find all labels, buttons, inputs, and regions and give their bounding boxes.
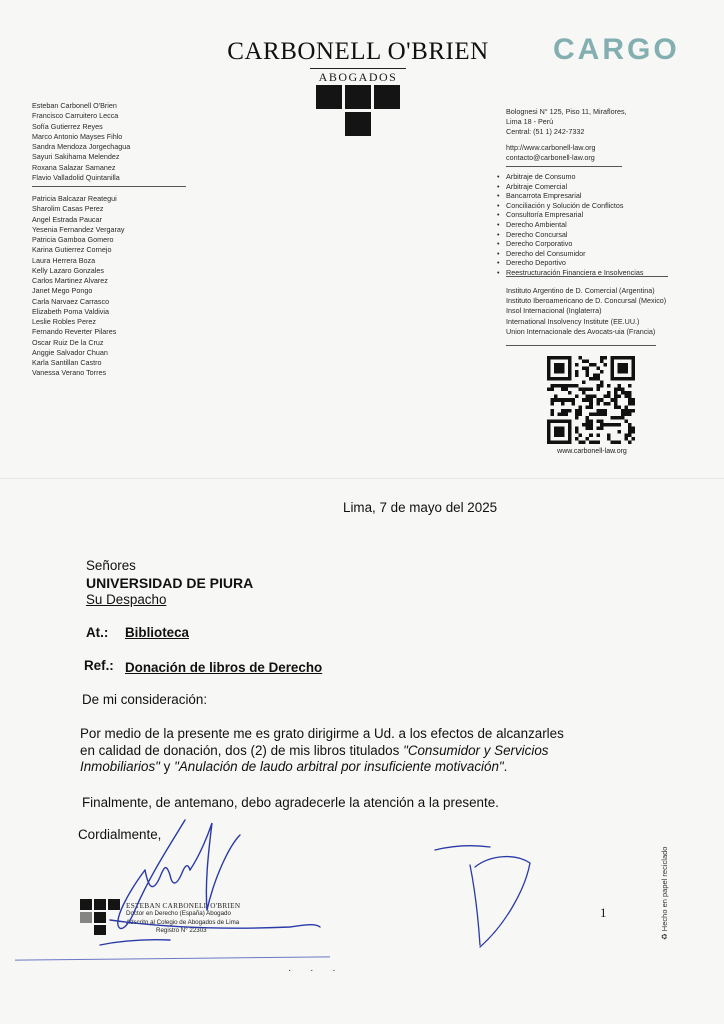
contact-line: contacto@carbonell-law.org (506, 153, 595, 162)
service-item: • Derecho Ambiental (497, 220, 643, 230)
signatory-name: ESTEBAN CARBONELL O'BRIEN (126, 902, 241, 910)
paragraph-text: . (503, 759, 508, 774)
paragraph-line (80, 743, 564, 760)
partners-list (32, 101, 130, 183)
service-item: • Arbitraje Comercial (497, 182, 643, 192)
handwritten-mark (430, 845, 540, 965)
service-item: • Bancarrota Empresarial (497, 191, 643, 201)
signatory-registry: Registro N° 22303 (156, 927, 207, 935)
associate-name: Yesenia Fernandez Vergaray (32, 224, 125, 234)
firm-logo (316, 85, 400, 139)
service-item: • Reestructuración Financiera e Insolvencias (497, 268, 643, 278)
book-title: "Consumidor y Servicios (403, 742, 549, 758)
address-line: Lima 18 - Perú (506, 117, 554, 126)
associate-name: Carlos Martinez Alvarez (32, 276, 108, 285)
associate-name: Karina Gutierrez Cornejo (32, 245, 112, 255)
associate-name: Kelly Lazaro Gonzales (32, 265, 104, 275)
paragraph-line (80, 759, 564, 776)
book-title: Inmobiliarios" (80, 759, 160, 774)
associate-name: Carla Narvaez Carrasco (32, 296, 110, 306)
signatory-affiliation: Adscrito al Colegio de Abogados de Lima (126, 918, 240, 926)
divider (32, 186, 186, 187)
closing: Cordialmente, (78, 827, 162, 842)
paragraph-text: y (159, 759, 175, 774)
service-item: • Derecho Corporativo (497, 239, 643, 249)
partner-name: Marco Antonio Mayses Fihlo (32, 131, 123, 141)
associate-name: Oscar Ruiz De la Cruz (32, 337, 104, 347)
divider (506, 345, 656, 346)
attention-label: At.: (86, 625, 109, 640)
partner-name: Sayuri Sakihama Melendez (32, 152, 120, 162)
associate-name: Laura Herrera Boza (32, 255, 96, 265)
letter-date: Lima, 7 de mayo del 2025 (343, 500, 498, 515)
partner-name: Flavio Valladolid Quintanilla (32, 172, 120, 182)
institution-item: Insol Internacional (Inglaterra) (506, 306, 602, 316)
associate-name: Elizabeth Poma Valdivia (32, 306, 109, 316)
services-list (497, 172, 643, 278)
attention-value: Biblioteca (125, 625, 189, 640)
paper-fold (0, 478, 724, 479)
associate-name: Patricia Balcazar Reategui (32, 194, 117, 203)
recycle-icon: ♻ (660, 931, 669, 940)
reference-value: Donación de libros de Derecho (125, 660, 323, 675)
scan-dots: · · · (288, 965, 344, 976)
institution-item: International Insolvency Institute (EE.UU.) (506, 316, 640, 326)
paragraph-line: Por medio de la presente me es grato dirigirme a Ud. a los efectos de alcanzarles (80, 726, 564, 741)
closing-paragraph: Finalmente, de antemano, debo agradecerle la atención a la presente. (82, 795, 499, 810)
institution-item: Union Internacionale des Avocats-uia (Francia) (506, 326, 656, 336)
service-item: • Arbitraje de Consumo (497, 172, 643, 182)
divider (506, 166, 622, 167)
associate-name: Fernando Reverter Pilares (32, 327, 117, 337)
associate-name: Leslie Robles Perez (32, 317, 96, 326)
partner-name: Roxana Salazar Samanez (32, 162, 116, 172)
reference-label: Ref.: (84, 658, 114, 673)
associate-name: Anggie Salvador Chuan (32, 347, 108, 357)
address-line: Bolognesi N° 125, Piso 11, Miraflores, (506, 107, 627, 116)
book-title: "Anulación de laudo arbitral por insuficiente motivación" (174, 759, 504, 774)
partner-name: Sofía Gutierrez Reyes (32, 121, 103, 131)
contact-line: http://www.carbonell-law.org (506, 143, 596, 152)
associates-list (32, 194, 124, 379)
salutation-senores: Señores (86, 558, 136, 573)
partner-name: Francisco Carruitero Lecca (32, 111, 119, 121)
firm-name: CARBONELL O'BRIEN (227, 38, 489, 65)
recipient-despacho: Su Despacho (86, 592, 167, 607)
institutions-list (506, 286, 666, 337)
service-item: • Consultoría Empresarial (497, 210, 643, 220)
qr-code-icon (547, 356, 635, 444)
associate-name: Angel Estrada Paucar (32, 214, 102, 224)
greeting: De mi consideración: (82, 692, 208, 707)
recipient-name: UNIVERSIDAD DE PIURA (86, 575, 254, 591)
institution-item: Instituto Argentino de D. Comercial (Argentina) (506, 286, 655, 295)
firm-subtitle: ABOGADOS (310, 68, 406, 85)
letter-paragraph (80, 726, 564, 776)
partner-name: Esteban Carbonell O'Brien (32, 101, 117, 110)
service-item: • Derecho del Consumidor (497, 249, 643, 259)
recycled-text: Hecho en papel reciclado (660, 846, 669, 932)
divider (506, 276, 668, 277)
associate-name: Patricia Gamboa Gomero (32, 235, 114, 244)
page-number: 1 (600, 905, 607, 920)
handwritten-signature (90, 815, 330, 960)
institution-item: Instituto Iberoamericano de D. Concursal (Mexico) (506, 296, 667, 306)
service-item: • Derecho Deportivo (497, 258, 643, 268)
address-line: Central: (51 1) 242-7332 (506, 127, 585, 136)
qr-caption: www.carbonell-law.org (557, 448, 627, 455)
associate-name: Janet Mego Pongo (32, 286, 93, 296)
associate-name: Karla Santillan Castro (32, 358, 102, 367)
signatory-title: Doctor en Derecho (España) Abogado (126, 910, 231, 918)
paragraph-text: en calidad de donación, dos (2) de mis libros titulados (80, 742, 404, 758)
contact-web (506, 143, 596, 163)
associate-name: Vanessa Verano Torres (32, 368, 107, 378)
associate-name: Sharolim Casas Perez (32, 204, 104, 214)
service-item: • Conciliación y Solución de Conflictos (497, 201, 643, 211)
service-item: • Derecho Concursal (497, 230, 643, 240)
office-address (506, 107, 627, 137)
cargo-stamp: CARGO (553, 33, 680, 66)
partner-name: Sandra Mendoza Jorgechagua (32, 142, 131, 151)
recycled-paper-note (660, 847, 669, 940)
